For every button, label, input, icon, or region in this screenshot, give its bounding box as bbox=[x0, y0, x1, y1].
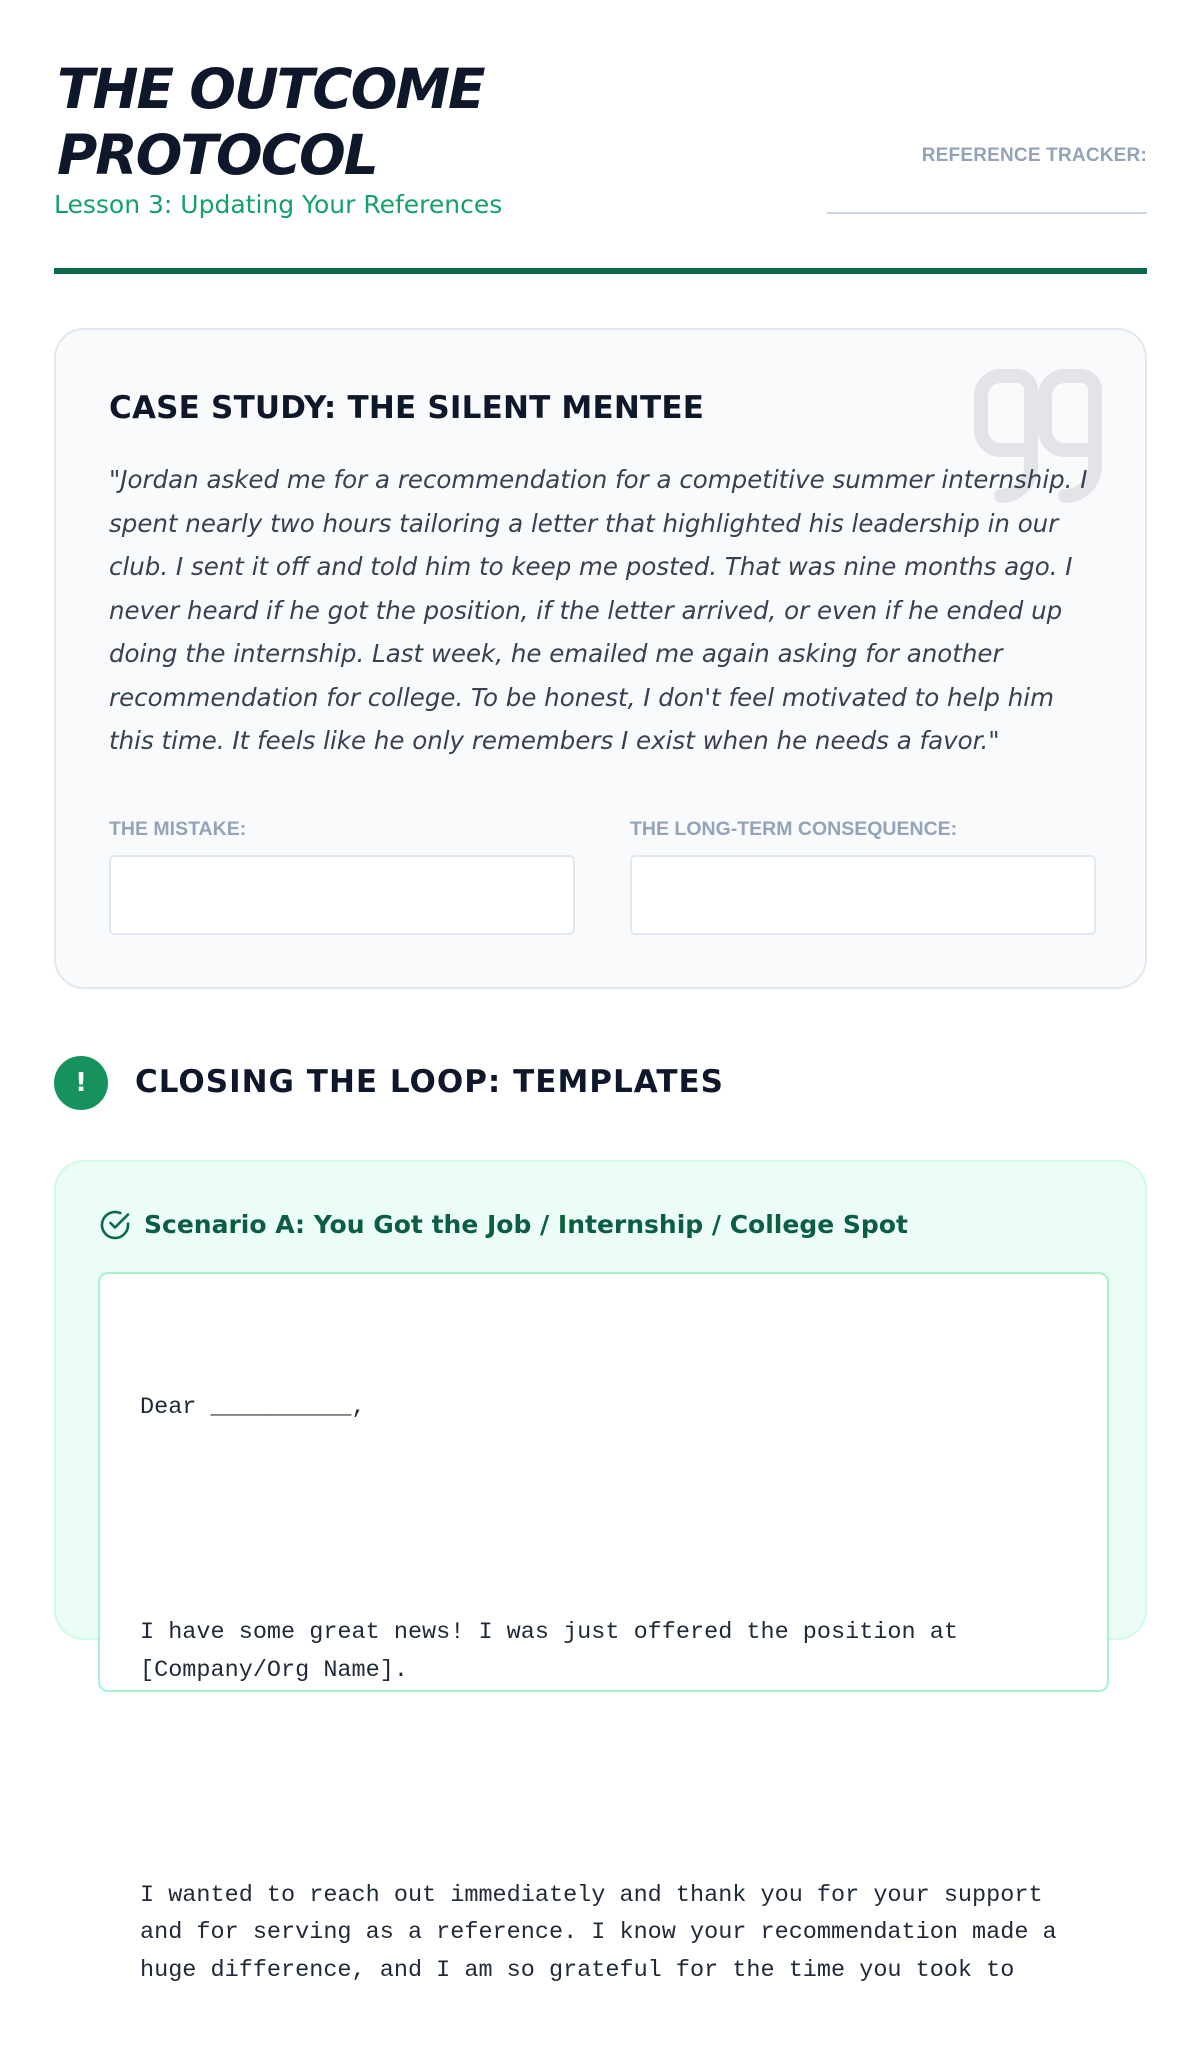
template-letter-text bbox=[140, 1314, 1080, 2064]
letter-paragraph-1: I have some great news! I was just offered the position at [Company/Org Name]. bbox=[140, 1619, 973, 1684]
case-study-quote: "Jordan asked me for a recommendation for a competitive summer internship. I spent nearly two hours tailoring a letter that highlighted his leadership in our club. I sent it off and told him to keep me posted. That was nine months ago. I never heard if he got the position, if the letter arrived, or even if he ended up doing the internship. Last week, he emailed me again asking for another recommendation for college. To be honest, I don't feel motivated to help him this time. It feels like he only remembers I exist when he needs a favor." bbox=[109, 465, 1088, 755]
page-title bbox=[57, 56, 484, 188]
page-title-line-1: THE OUTCOME bbox=[57, 57, 484, 121]
scenario-a-title: Scenario A: You Got the Job / Internship / College Spot bbox=[144, 1210, 908, 1239]
consequence-field[interactable] bbox=[630, 855, 1096, 935]
lesson-subtitle: Lesson 3: Updating Your References bbox=[54, 190, 503, 219]
letter-greeting: Dear __________, bbox=[140, 1394, 366, 1421]
consequence-label: THE LONG-TERM CONSEQUENCE: bbox=[630, 818, 958, 840]
worksheet-page bbox=[54, 0, 1147, 1984]
scenario-a-card bbox=[54, 1160, 1147, 1984]
template-letter-box bbox=[98, 1272, 1109, 1984]
page-header bbox=[54, 0, 1147, 275]
header-divider bbox=[54, 268, 1147, 274]
reference-tracker-label: REFERENCE TRACKER: bbox=[921, 145, 1147, 166]
scenario-a-heading bbox=[98, 1208, 998, 1242]
page-title-line-2: PROTOCOL bbox=[57, 123, 377, 187]
case-study-title: CASE STUDY: THE SILENT MENTEE bbox=[109, 390, 705, 426]
section-title: CLOSING THE LOOP: TEMPLATES bbox=[135, 1064, 724, 1100]
mistake-field[interactable] bbox=[109, 855, 575, 935]
case-study-card bbox=[54, 328, 1147, 989]
mistake-label: THE MISTAKE: bbox=[109, 818, 247, 840]
letter-paragraph-2: I wanted to reach out immediately and thank you for your support and for serving as a reference. I know your recommendation made a huge difference, and I am so grateful for the time you took to bbox=[140, 1881, 1071, 1984]
templates-section-heading bbox=[54, 1056, 954, 1112]
reference-tracker-line[interactable] bbox=[827, 212, 1147, 214]
check-circle-icon bbox=[98, 1208, 132, 1242]
alert-icon: ! bbox=[54, 1056, 108, 1110]
